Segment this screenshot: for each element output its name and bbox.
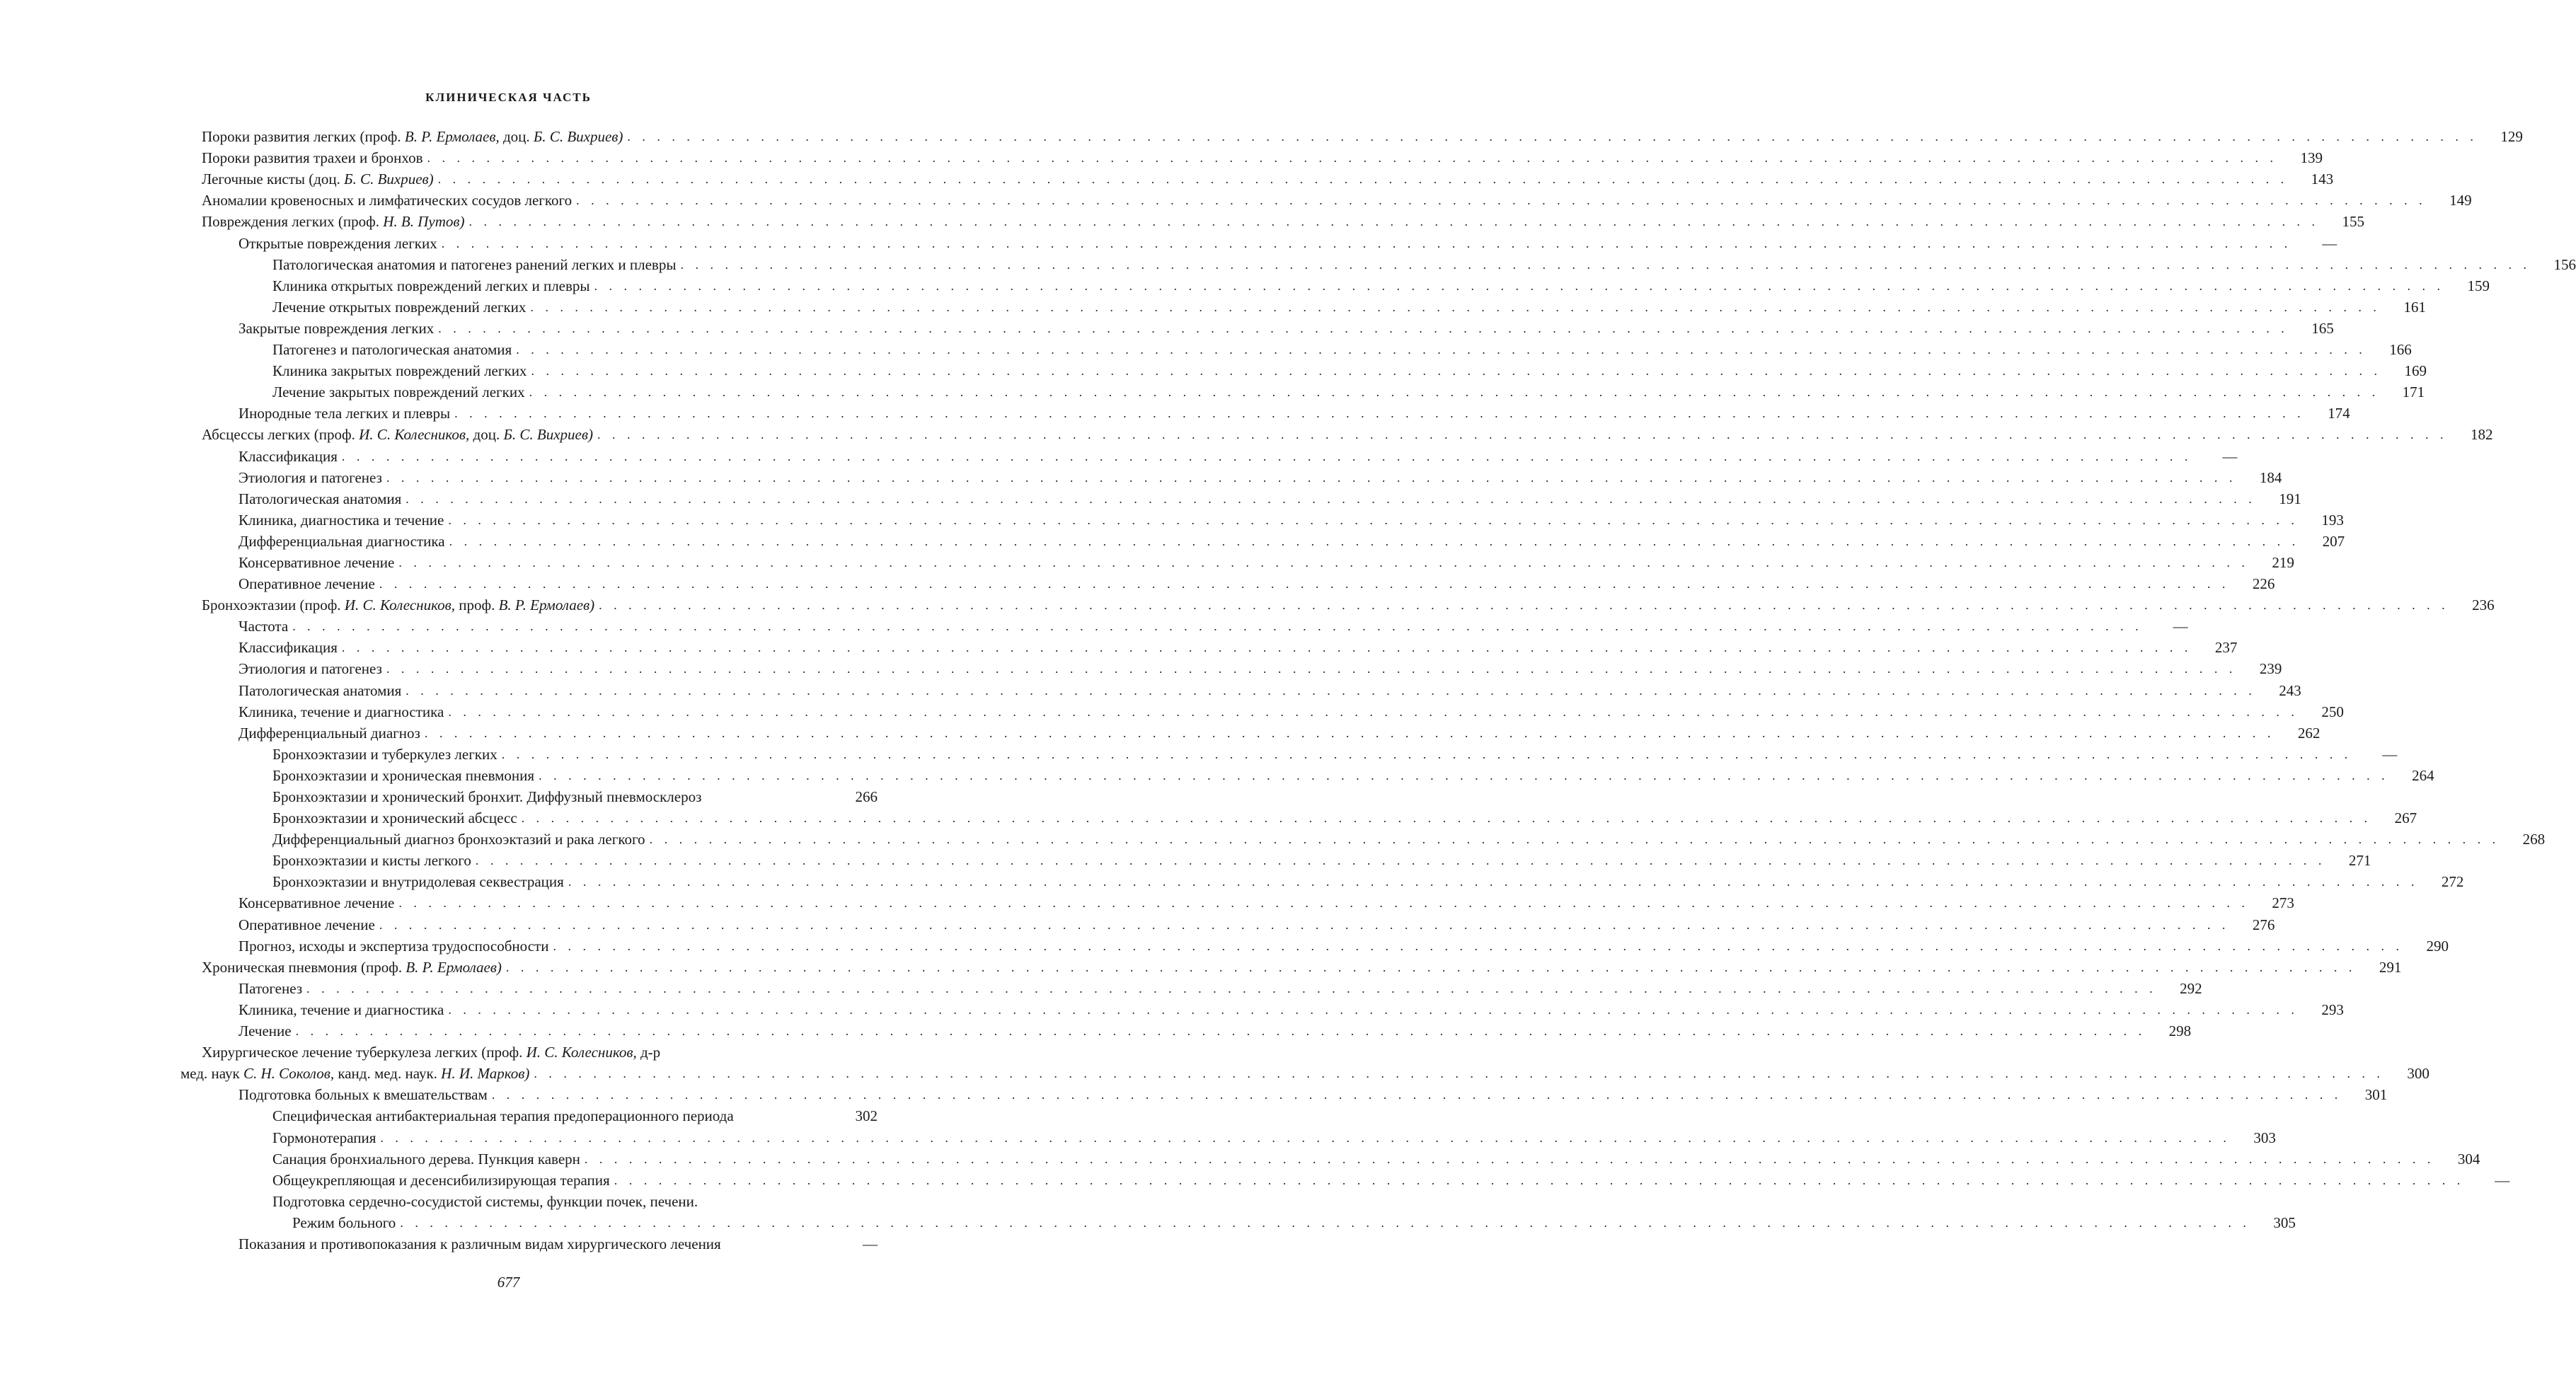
toc-entry-page: 301 bbox=[2364, 1086, 2388, 1104]
toc-entry-page: 193 bbox=[2321, 511, 2344, 529]
toc-entry-text: Гормонотерапия bbox=[272, 1129, 376, 1146]
toc-leader-dots bbox=[594, 275, 2445, 296]
toc-entry-page: 268 bbox=[2522, 831, 2546, 848]
toc-entry bbox=[180, 871, 2464, 892]
toc-entry bbox=[180, 381, 2425, 403]
toc-leader-dots bbox=[406, 680, 2256, 701]
section-heading: КЛИНИЧЕСКАЯ ЧАСТЬ bbox=[425, 91, 592, 104]
toc-entry-page: 305 bbox=[2273, 1214, 2296, 1231]
toc-entry bbox=[180, 999, 2344, 1020]
toc-entry bbox=[180, 168, 2334, 190]
toc-entry-text: Патологическая анатомия и патогенез ранений легких и плевры bbox=[272, 255, 677, 273]
toc-entry-text: Этиология и патогенез bbox=[238, 660, 382, 678]
toc-entry-text: Оперативное лечение bbox=[238, 916, 375, 933]
toc-entry-text: Санация бронхиального дерева. Пункция каверн bbox=[272, 1150, 580, 1168]
toc-leader-dots bbox=[438, 318, 2289, 339]
toc-entry-page: 243 bbox=[2279, 681, 2301, 699]
toc-entry-title bbox=[272, 275, 590, 296]
toc-entry-page: 161 bbox=[2403, 298, 2426, 316]
toc-entry bbox=[180, 744, 2398, 765]
toc-entry-title bbox=[238, 531, 445, 552]
toc-entry bbox=[180, 1212, 2296, 1233]
toc-leader-dots bbox=[599, 594, 2449, 616]
toc-entry-title bbox=[202, 594, 594, 616]
toc-leader-dots bbox=[448, 701, 2299, 722]
toc-entry-title bbox=[272, 381, 525, 403]
toc-entry-page: 293 bbox=[2321, 1001, 2344, 1018]
toc-entry bbox=[180, 1170, 2510, 1191]
toc-entry-text: Аномалии кровеносных и лимфатических сосудов легкого bbox=[202, 192, 573, 209]
toc-leader-dots bbox=[296, 1020, 2146, 1042]
toc-entry bbox=[180, 339, 2412, 360]
toc-entry bbox=[180, 1042, 878, 1063]
toc-leader-dots bbox=[427, 147, 2278, 168]
toc-leader-dots bbox=[380, 1127, 2231, 1148]
toc-entry bbox=[180, 913, 2275, 935]
toc-entry-text: Клиника закрытых повреждений легких bbox=[272, 362, 527, 380]
toc-entry-text: Дифференциальная диагностика bbox=[238, 532, 445, 550]
toc-entry-text: канд. мед. наук. bbox=[334, 1065, 442, 1083]
toc-entry-title bbox=[202, 168, 434, 190]
toc-entry bbox=[180, 594, 2495, 616]
toc-entry-text: Клиника, диагностика и течение bbox=[238, 511, 444, 529]
toc-entry-title bbox=[238, 637, 338, 658]
toc-entry bbox=[180, 616, 2188, 637]
toc-entry-text: Патологическая анатомия bbox=[238, 681, 402, 699]
toc-entry-title bbox=[238, 1233, 721, 1255]
toc-entry-text: Патологическая анатомия bbox=[238, 490, 402, 507]
toc-entry-text: Классификация bbox=[238, 447, 338, 465]
toc-entry-title bbox=[272, 1191, 698, 1212]
toc-entry-text: Консервативное лечение bbox=[238, 894, 395, 912]
toc-entry bbox=[180, 211, 2365, 232]
toc-entry-text: Закрытые повреждения легких bbox=[238, 319, 435, 337]
toc-entry bbox=[180, 552, 2294, 573]
toc-entry-page: — bbox=[2222, 447, 2238, 465]
toc-entry-page: 300 bbox=[2407, 1065, 2430, 1083]
toc-entry bbox=[180, 957, 2402, 978]
toc-entry bbox=[180, 1191, 878, 1212]
toc-leader-dots bbox=[585, 1148, 2435, 1170]
toc-entry bbox=[180, 360, 2427, 381]
toc-entry-text: Клиника, течение и диагностика bbox=[238, 1001, 444, 1018]
toc-entry-author: И. С. Колесников, bbox=[344, 596, 455, 614]
toc-entry-title bbox=[202, 126, 623, 147]
toc-entry-title bbox=[238, 318, 434, 339]
toc-entry bbox=[180, 892, 2294, 913]
toc-entry-title bbox=[272, 1148, 580, 1170]
toc-entry-text: Бронхоэктазии (проф. bbox=[202, 596, 345, 614]
toc-entry-page: 292 bbox=[2180, 979, 2202, 997]
toc-entry-page: 182 bbox=[2470, 426, 2493, 444]
toc-entry bbox=[180, 1233, 878, 1255]
toc-entry-text: Бронхоэктазии и кисты легкого bbox=[272, 852, 471, 870]
toc-entry bbox=[180, 1063, 2430, 1084]
toc-entry-text: Патогенез и патологическая анатомия bbox=[272, 341, 512, 359]
toc-leader-dots bbox=[342, 446, 2192, 467]
toc-leader-dots bbox=[597, 424, 2448, 445]
toc-entry-page: 264 bbox=[2412, 766, 2434, 784]
toc-entry-title bbox=[272, 744, 498, 765]
toc-entry-page: 302 bbox=[855, 1107, 878, 1125]
toc-leader-dots bbox=[506, 957, 2357, 978]
toc-entry bbox=[180, 232, 2338, 253]
toc-leader-dots bbox=[398, 892, 2249, 913]
toc-leader-dots bbox=[306, 978, 2157, 999]
toc-leader-dots bbox=[627, 126, 2478, 147]
toc-entry-title bbox=[238, 446, 338, 467]
toc-entry-title bbox=[272, 1105, 734, 1126]
toc-entry-title bbox=[272, 1170, 610, 1191]
toc-entry-title bbox=[272, 871, 564, 892]
toc-entry bbox=[180, 701, 2344, 722]
toc-entry bbox=[180, 658, 2282, 679]
page-number-footer: 677 bbox=[497, 1274, 520, 1291]
toc-entry-title bbox=[202, 1042, 660, 1063]
toc-entry bbox=[180, 850, 2371, 871]
toc-entry-author: В. Р. Ермолаев) bbox=[406, 958, 502, 976]
toc-entry-author: В. Р. Ермолаев) bbox=[498, 596, 595, 614]
toc-entry-title bbox=[202, 147, 423, 168]
toc-leader-dots bbox=[531, 360, 2381, 381]
toc-entry-author: Б. С. Вихриев) bbox=[503, 426, 593, 444]
toc-leader-dots bbox=[680, 254, 2531, 275]
toc-entry-page: 276 bbox=[2252, 916, 2275, 933]
toc-leader-dots bbox=[469, 211, 2320, 232]
toc-entry bbox=[180, 445, 2238, 466]
toc-entry-title bbox=[202, 211, 465, 232]
toc-entry-text: Пороки развития трахеи и бронхов bbox=[202, 149, 423, 167]
toc-entry-author: Б. С. Вихриев) bbox=[533, 128, 623, 146]
toc-leader-dots bbox=[379, 573, 2230, 594]
toc-entry-title bbox=[202, 190, 572, 211]
toc-entry-page: — bbox=[2382, 745, 2398, 763]
toc-leader-dots bbox=[492, 1084, 2342, 1105]
toc-entry-text: Легочные кисты (доц. bbox=[202, 171, 345, 188]
toc-entry-page: 174 bbox=[2328, 405, 2350, 422]
toc-entry bbox=[180, 1105, 878, 1126]
toc-entry-page: 250 bbox=[2321, 703, 2344, 720]
toc-entry bbox=[180, 807, 2417, 829]
toc-entry-page: 171 bbox=[2402, 384, 2425, 401]
toc-entry bbox=[180, 1126, 2276, 1148]
toc-entry bbox=[180, 488, 2301, 509]
toc-entry-text: Хроническая пневмония (проф. bbox=[202, 958, 406, 976]
toc-entry-title bbox=[238, 509, 444, 531]
toc-entry-text: Лечение закрытых повреждений легких bbox=[272, 384, 525, 401]
toc-entry-text: Клиника, течение и диагностика bbox=[238, 703, 444, 720]
toc-entry-title bbox=[272, 1127, 376, 1148]
toc-entry-title bbox=[202, 424, 593, 445]
toc-entry-title bbox=[238, 552, 394, 573]
toc-entry-text: Хирургическое лечение туберкулеза легких (проф. bbox=[202, 1044, 527, 1061]
toc-entry-page: 239 bbox=[2259, 660, 2282, 678]
toc-entry-title bbox=[238, 658, 382, 679]
toc-entry bbox=[180, 275, 2490, 296]
toc-entry-page: 271 bbox=[2348, 852, 2371, 870]
toc-entry-text: Инородные тела легких и плевры bbox=[238, 405, 451, 422]
toc-entry-text: Бронхоэктазии и туберкулез легких bbox=[272, 745, 498, 763]
toc-entry-text: Этиология и патогенез bbox=[238, 468, 382, 486]
toc-leader-dots bbox=[568, 871, 2419, 892]
toc-leader-dots bbox=[454, 403, 2305, 424]
toc-entry-page: 237 bbox=[2214, 639, 2238, 657]
toc-entry-text: Бронхоэктазии и внутридолевая секвестрация bbox=[272, 873, 564, 891]
toc-entry bbox=[180, 637, 2238, 658]
toc-entry-title bbox=[272, 765, 534, 786]
toc-entry-text: Прогноз, исходы и экспертиза трудоспособности bbox=[238, 937, 549, 955]
toc-leader-dots bbox=[398, 552, 2249, 573]
toc-entry bbox=[180, 1084, 2388, 1105]
toc-entry-page: — bbox=[2495, 1171, 2510, 1189]
toc-entry-page: — bbox=[863, 1235, 878, 1252]
toc-entry-title bbox=[180, 1063, 529, 1084]
toc-entry-author: В. Р. Ермолаев, bbox=[404, 128, 500, 146]
toc-entry-text: Пороки развития легких (проф. bbox=[202, 128, 405, 146]
toc-entry-text: проф. bbox=[454, 596, 499, 614]
toc-entry-title bbox=[238, 914, 375, 935]
toc-entry-title bbox=[272, 254, 676, 275]
toc-entry-page: 149 bbox=[2449, 192, 2472, 209]
toc-leader-dots bbox=[449, 531, 2300, 552]
toc-leader-dots bbox=[529, 381, 2380, 403]
toc-leader-dots bbox=[539, 765, 2389, 786]
toc-leader-dots bbox=[553, 935, 2403, 957]
toc-entry-title bbox=[238, 233, 437, 254]
toc-entry-author: И. С. Колесников, bbox=[526, 1044, 637, 1061]
toc-entry-title bbox=[238, 999, 444, 1020]
toc-entry-text: Консервативное лечение bbox=[238, 553, 395, 571]
toc-entry bbox=[180, 254, 2576, 275]
toc-entry-title bbox=[272, 296, 526, 318]
toc-entry-text: Бронхоэктазии и хронический бронхит. Диффузный пневмосклероз bbox=[272, 788, 702, 805]
table-of-contents bbox=[180, 126, 2576, 1255]
toc-entry-title bbox=[238, 573, 375, 594]
toc-entry-title bbox=[238, 701, 444, 722]
toc-entry-text: Показания и противопоказания к различным видам хирургического лечения bbox=[238, 1235, 721, 1252]
toc-entry bbox=[180, 573, 2275, 594]
toc-entry-page: 139 bbox=[2300, 149, 2323, 167]
toc-entry-page: — bbox=[2322, 234, 2338, 252]
toc-entry-title bbox=[272, 807, 517, 829]
toc-entry bbox=[180, 1148, 2480, 1170]
toc-entry-title bbox=[202, 957, 502, 978]
toc-entry-title bbox=[238, 488, 401, 509]
toc-entry-page: 166 bbox=[2389, 341, 2412, 359]
toc-entry-text: Повреждения легких (проф. bbox=[202, 213, 384, 231]
toc-entry-text: Режим больного bbox=[292, 1214, 396, 1231]
toc-entry-title bbox=[272, 360, 527, 381]
toc-leader-dots bbox=[530, 296, 2381, 318]
toc-leader-dots bbox=[614, 1170, 2465, 1191]
toc-entry bbox=[180, 1020, 2192, 1042]
toc-entry bbox=[180, 722, 2321, 744]
toc-entry-text: доц. bbox=[469, 426, 504, 444]
toc-entry-page: 298 bbox=[2168, 1022, 2192, 1040]
toc-entry-page: 165 bbox=[2311, 319, 2334, 337]
toc-entry-title bbox=[238, 1084, 488, 1105]
toc-entry-page: — bbox=[2173, 618, 2188, 635]
toc-entry bbox=[180, 296, 2426, 318]
toc-leader-dots bbox=[502, 744, 2352, 765]
toc-entry-text: Частота bbox=[238, 618, 289, 635]
toc-leader-dots bbox=[576, 190, 2427, 211]
toc-entry bbox=[180, 318, 2334, 339]
toc-entry-page: 304 bbox=[2457, 1150, 2480, 1168]
toc-entry-author: Б. С. Вихриев) bbox=[344, 171, 434, 188]
toc-entry-title bbox=[238, 892, 394, 913]
toc-entry-page: 290 bbox=[2426, 937, 2449, 955]
toc-leader-dots bbox=[438, 168, 2289, 190]
toc-entry bbox=[180, 765, 2434, 786]
toc-entry-page: 219 bbox=[2272, 553, 2294, 571]
toc-entry-page: 191 bbox=[2279, 490, 2301, 507]
toc-entry-page: 207 bbox=[2322, 532, 2345, 550]
toc-entry bbox=[180, 403, 2350, 424]
toc-entry-text: Патогенез bbox=[238, 979, 303, 997]
toc-entry bbox=[180, 424, 2493, 445]
toc-entry bbox=[180, 531, 2345, 552]
toc-entry-text: Лечение bbox=[238, 1022, 292, 1040]
toc-entry-title bbox=[238, 722, 420, 744]
toc-entry-title bbox=[238, 616, 288, 637]
toc-entry-page: 129 bbox=[2500, 128, 2523, 146]
toc-entry-page: 262 bbox=[2297, 724, 2321, 742]
toc-entry-title bbox=[238, 935, 548, 957]
toc-leader-dots bbox=[292, 616, 2143, 637]
toc-entry-title bbox=[238, 978, 302, 999]
toc-entry-page: 272 bbox=[2441, 873, 2464, 891]
toc-entry-title bbox=[272, 850, 471, 871]
toc-leader-dots bbox=[534, 1063, 2384, 1084]
toc-leader-dots bbox=[650, 829, 2500, 850]
toc-leader-dots bbox=[379, 914, 2230, 935]
toc-entry-text: Бронхоэктазии и хроническая пневмония bbox=[272, 766, 535, 784]
toc-entry-author: Н. И. Марков) bbox=[441, 1065, 530, 1083]
toc-entry bbox=[180, 679, 2301, 701]
toc-entry-text: Дифференциальный диагноз bbox=[238, 724, 420, 742]
toc-entry-page: 236 bbox=[2472, 596, 2495, 614]
toc-entry bbox=[180, 147, 2323, 168]
toc-entry-title bbox=[272, 786, 701, 807]
toc-entry-title bbox=[238, 1020, 292, 1042]
toc-entry-author: С. Н. Соколов, bbox=[243, 1065, 335, 1083]
toc-entry-title bbox=[272, 339, 512, 360]
toc-leader-dots bbox=[342, 637, 2192, 658]
toc-entry-page: 267 bbox=[2394, 809, 2417, 827]
toc-entry bbox=[180, 467, 2282, 488]
toc-entry-page: 143 bbox=[2311, 171, 2334, 188]
toc-entry-page: 273 bbox=[2272, 894, 2294, 912]
toc-entry-page: 159 bbox=[2467, 277, 2490, 294]
toc-leader-dots bbox=[448, 999, 2299, 1020]
toc-entry-text: Классификация bbox=[238, 639, 338, 657]
toc-entry-page: 303 bbox=[2253, 1129, 2276, 1146]
toc-entry-text: Общеукрепляющая и десенсибилизирующая терапия bbox=[272, 1171, 610, 1189]
toc-entry-page: 226 bbox=[2252, 575, 2275, 593]
toc-leader-dots bbox=[425, 722, 2275, 744]
toc-entry bbox=[180, 190, 2472, 211]
toc-entry bbox=[180, 829, 2546, 850]
toc-entry-title bbox=[238, 467, 382, 488]
toc-entry-text: Специфическая антибактериальная терапия предоперационного периода bbox=[272, 1107, 734, 1125]
toc-entry bbox=[180, 978, 2202, 999]
toc-entry bbox=[180, 786, 878, 807]
toc-entry-text: доц. bbox=[499, 128, 534, 146]
toc-entry-text: Оперативное лечение bbox=[238, 575, 375, 593]
toc-leader-dots bbox=[516, 339, 2367, 360]
toc-entry-author: И. С. Колесников, bbox=[359, 426, 470, 444]
toc-leader-dots bbox=[442, 233, 2292, 254]
toc-entry-page: 291 bbox=[2379, 958, 2402, 976]
toc-entry-text: Лечение открытых повреждений легких bbox=[272, 298, 527, 316]
toc-entry-text: Подготовка сердечно-сосудистой системы, функции почек, печени. bbox=[272, 1192, 698, 1210]
toc-entry-title bbox=[272, 829, 645, 850]
toc-entry-page: 155 bbox=[2342, 213, 2365, 231]
toc-entry-text: Абсцессы легких (проф. bbox=[202, 426, 360, 444]
toc-entry-text: мед. наук bbox=[180, 1065, 243, 1083]
toc-leader-dots bbox=[400, 1212, 2250, 1233]
toc-entry-title bbox=[238, 680, 401, 701]
toc-entry-text: Дифференциальный диагноз бронхоэктазий и рака легкого bbox=[272, 831, 645, 848]
toc-leader-dots bbox=[386, 467, 2237, 488]
toc-entry-page: 184 bbox=[2259, 468, 2282, 486]
toc-leader-dots bbox=[406, 488, 2256, 509]
toc-entry bbox=[180, 126, 2523, 147]
toc-entry bbox=[180, 935, 2449, 957]
toc-leader-dots bbox=[522, 807, 2372, 829]
toc-entry-text: Бронхоэктазии и хронический абсцесс bbox=[272, 809, 517, 827]
toc-entry-author: Н. В. Путов) bbox=[383, 213, 465, 231]
toc-entry-page: 156 bbox=[2553, 255, 2576, 273]
toc-entry-text: д-р bbox=[636, 1044, 661, 1061]
toc-entry-text: Подготовка больных к вмешательствам bbox=[238, 1086, 488, 1104]
toc-leader-dots bbox=[386, 658, 2237, 679]
toc-leader-dots bbox=[476, 850, 2326, 871]
toc-entry-page: 266 bbox=[855, 788, 878, 805]
toc-leader-dots bbox=[448, 509, 2299, 531]
toc-entry bbox=[180, 509, 2344, 531]
toc-entry-title bbox=[238, 403, 450, 424]
toc-entry-title bbox=[292, 1212, 396, 1233]
toc-entry-text: Клиника открытых повреждений легких и плевры bbox=[272, 277, 590, 294]
toc-entry-page: 169 bbox=[2404, 362, 2427, 380]
toc-entry-text: Открытые повреждения легких bbox=[238, 234, 437, 252]
